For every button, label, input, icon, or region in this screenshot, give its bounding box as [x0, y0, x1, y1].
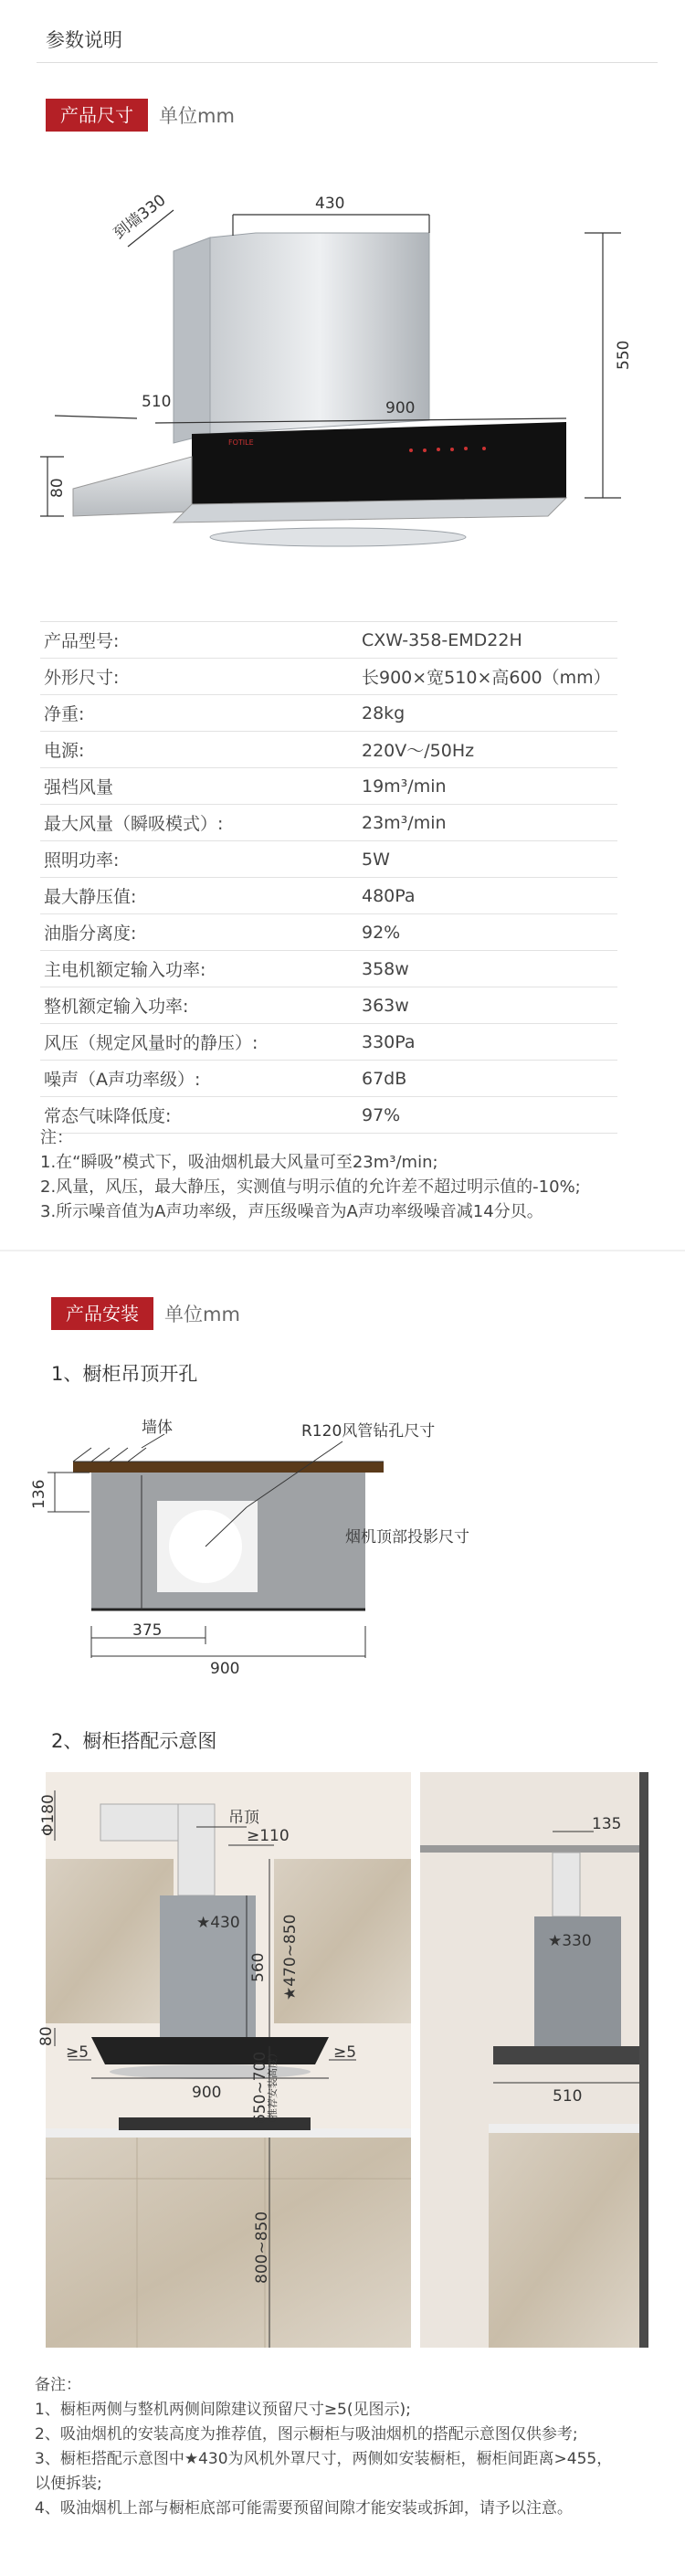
remark-line: 以便拆装; — [35, 2475, 102, 2493]
note-line: 2.风量，风压，最大静压，实测值与明示值的允许差不超过明示值的-10%; — [40, 1177, 581, 1197]
size-unit: 单位mm — [159, 105, 235, 127]
divider — [37, 62, 658, 63]
remarks — [35, 2373, 674, 2521]
spec-row — [40, 841, 617, 878]
dim-800-850: 800~850 — [253, 2211, 271, 2284]
remark-line: 3、橱柜搭配示意图中★430为风机外罩尺寸，两侧如安装橱柜，橱柜间距离>455， — [35, 2450, 613, 2468]
svg-text:FOTILE: FOTILE — [228, 438, 254, 447]
install-badge: 产品安装 — [51, 1297, 153, 1330]
spec-value: 92% — [362, 922, 401, 943]
spec-value: 330Pa — [362, 1031, 416, 1052]
spec-label: 强档风量 — [44, 777, 114, 797]
width-dim: 900 — [385, 399, 416, 417]
remarks-head: 备注： — [35, 2376, 81, 2394]
gap-5-left: ≥5 — [66, 2043, 90, 2062]
spec-value: 5W — [362, 849, 390, 870]
size-header — [46, 99, 235, 132]
spec-value: 480Pa — [362, 885, 416, 906]
section-separator — [0, 1250, 685, 1251]
spec-row — [40, 621, 617, 659]
dim-900: 900 — [192, 2084, 222, 2102]
dim-136: 136 — [30, 1479, 48, 1509]
dim-650-700: 650~700 — [251, 2051, 269, 2124]
spec-label: 净重: — [44, 704, 85, 724]
spec-value: 长900×宽510×高600（mm） — [362, 668, 611, 688]
phi-180: Φ180 — [39, 1794, 58, 1836]
spec-value: 23m³/min — [362, 812, 447, 833]
step2-title: 2、橱柜搭配示意图 — [51, 1730, 217, 1752]
to-wall-dim: 到墙330 — [110, 191, 170, 243]
gap-5-right: ≥5 — [333, 2043, 357, 2062]
spec-row — [40, 695, 617, 732]
spec-row — [40, 768, 617, 805]
spec-row — [40, 914, 617, 951]
spec-value: 363w — [362, 995, 409, 1016]
wall-label: 墙体 — [142, 1419, 173, 1437]
step1-title: 1、橱柜吊顶开孔 — [51, 1363, 198, 1385]
section-title: 参数说明 — [46, 29, 122, 51]
spec-row — [40, 1061, 617, 1097]
spec-label: 常态气味降低度: — [44, 1106, 172, 1126]
spec-label: 外形尺寸: — [44, 668, 120, 688]
dim-470-850: ★470~850 — [281, 1914, 300, 2001]
spec-row — [40, 659, 617, 695]
spec-label: 照明功率: — [44, 850, 120, 871]
spec-value: 28kg — [362, 702, 406, 723]
hole-label: R120风管钻孔尺寸 — [301, 1422, 436, 1441]
spec-label: 最大风量（瞬吸模式）: — [44, 814, 224, 834]
bottom-dim: 80 — [48, 478, 67, 498]
notes-head: 注： — [40, 1128, 73, 1147]
star-430: ★430 — [196, 1914, 240, 1932]
remark-line: 4、吸油烟机上部与橱柜底部可能需要预留间隙才能安装或拆卸，请予以注意。 — [35, 2499, 573, 2518]
note-line: 3.所示噪音值为A声功率级，声压级噪音为A声功率级噪音减14分贝。 — [40, 1202, 543, 1221]
ceiling-label: 吊顶 — [228, 1809, 259, 1827]
spec-value: 358w — [362, 958, 409, 979]
notes — [40, 1125, 661, 1224]
spec-row — [40, 951, 617, 987]
spec-value: 19m³/min — [362, 776, 447, 797]
install-header — [51, 1297, 240, 1330]
dim-375: 375 — [132, 1621, 163, 1640]
hole-diagram — [30, 1407, 548, 1681]
kitchen-diagram — [37, 1772, 658, 2357]
dim-80: 80 — [37, 2026, 56, 2046]
install-unit: 单位mm — [164, 1304, 240, 1325]
spec-label: 主电机额定输入功率: — [44, 960, 206, 980]
star-330: ★330 — [548, 1932, 592, 1950]
size-badge: 产品尺寸 — [46, 99, 148, 132]
dim-900: 900 — [210, 1660, 240, 1678]
spec-row — [40, 878, 617, 914]
dim-510: 510 — [553, 2087, 583, 2106]
dim-650-note: （推荐安装高度） — [267, 2048, 279, 2128]
spec-row — [40, 987, 617, 1024]
height-dim: 550 — [615, 340, 633, 370]
spec-value: 97% — [362, 1104, 401, 1125]
spec-label: 产品型号: — [44, 631, 120, 651]
spec-table — [40, 621, 617, 1134]
spec-value: CXW-358-EMD22H — [362, 629, 522, 650]
spec-row — [40, 732, 617, 768]
remark-line: 2、吸油烟机的安装高度为推荐值，图示橱柜与吸油烟机的搭配示意图仅供参考; — [35, 2425, 578, 2444]
gap-110: ≥110 — [247, 1827, 290, 1845]
spec-row — [40, 805, 617, 841]
top-width-dim: 430 — [315, 195, 345, 213]
spec-row — [40, 1024, 617, 1061]
remark-line: 1、橱柜两侧与整机两侧间隙建议预留尺寸≥5(见图示); — [35, 2401, 411, 2419]
spec-label: 电源: — [44, 741, 85, 761]
dim-560: 560 — [249, 1952, 268, 1982]
dim-135: 135 — [592, 1815, 622, 1833]
spec-label: 噪声（A声功率级）: — [44, 1070, 201, 1090]
projection-label: 烟机顶部投影尺寸 — [345, 1528, 469, 1547]
spec-value: 67dB — [362, 1068, 407, 1089]
hood-drawing — [37, 183, 658, 548]
spec-value: 220V～/50Hz — [362, 741, 475, 761]
depth-dim: 510 — [142, 393, 172, 411]
spec-label: 整机额定输入功率: — [44, 997, 189, 1017]
note-line: 1.在“瞬吸”模式下，吸油烟机最大风量可至23m³/min; — [40, 1153, 438, 1172]
spec-label: 最大静压值: — [44, 887, 137, 907]
spec-label: 油脂分离度: — [44, 924, 137, 944]
spec-label: 风压（规定风量时的静压）: — [44, 1033, 258, 1053]
